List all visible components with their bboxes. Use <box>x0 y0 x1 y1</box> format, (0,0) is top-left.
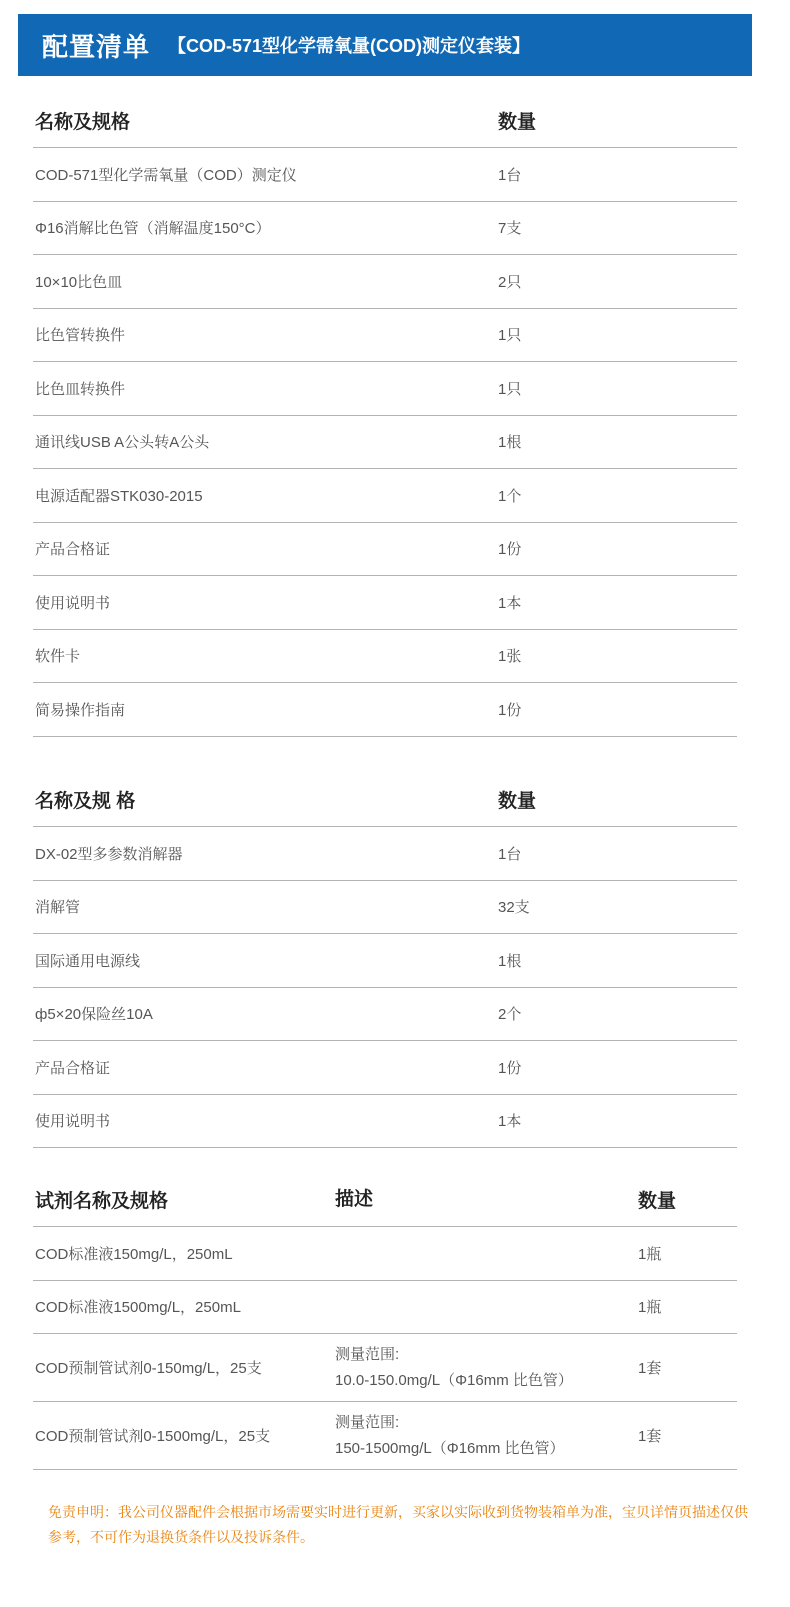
item-name: 产品合格证 <box>35 1059 111 1077</box>
table-row <box>33 934 737 988</box>
reagent-name: COD预制管试剂0-1500mg/L，25支 <box>35 1428 271 1445</box>
column-header-qty: 数量 <box>638 1191 677 1212</box>
table-row <box>33 416 737 470</box>
item-qty: 1本 <box>498 1113 522 1131</box>
reagent-name: COD预制管试剂0-150mg/L，25支 <box>35 1360 262 1377</box>
item-qty: 1本 <box>498 594 522 612</box>
page-subtitle: 【COD-571型化学需氧量(COD)测定仪套装】 <box>168 36 531 56</box>
item-qty: 1份 <box>498 541 522 559</box>
page-header <box>18 14 752 76</box>
item-name: 消解管 <box>35 899 81 917</box>
table-row <box>33 1402 737 1470</box>
item-name: 软件卡 <box>35 648 81 666</box>
reagent-qty: 1瓶 <box>638 1245 662 1263</box>
item-qty: 7支 <box>498 220 522 238</box>
table-header-row <box>33 773 737 827</box>
reagent-desc <box>335 1402 565 1469</box>
item-name: 使用说明书 <box>35 1113 111 1131</box>
item-qty: 1个 <box>498 487 522 505</box>
item-name: 10×10比色皿 <box>35 273 123 291</box>
column-header-name: 名称及规格 <box>35 112 131 133</box>
table-row <box>33 202 737 256</box>
column-header-name: 试剂名称及规格 <box>35 1191 169 1212</box>
table-row <box>33 576 737 630</box>
item-name: 产品合格证 <box>35 541 111 559</box>
desc-label: 测量范围: <box>335 1413 400 1431</box>
item-qty: 1根 <box>498 434 522 452</box>
column-header-qty: 数量 <box>498 112 537 133</box>
table-row <box>33 827 737 881</box>
reagent-qty: 1套 <box>638 1360 662 1377</box>
item-name: 简易操作指南 <box>35 701 126 719</box>
item-name: COD-571型化学需氧量（COD）测定仪 <box>35 166 297 184</box>
column-header-desc: 描述 <box>335 1188 374 1210</box>
item-name: 使用说明书 <box>35 594 111 612</box>
table-row <box>33 1041 737 1095</box>
item-qty: 1根 <box>498 952 522 970</box>
column-header-name: 名称及规 格 <box>35 791 136 812</box>
instrument-table <box>33 94 737 737</box>
page-title: 配置清单 <box>42 31 151 62</box>
item-name: 比色皿转换件 <box>35 380 126 398</box>
table-row <box>33 523 737 577</box>
desc-range: 10.0-150.0mg/L（Φ16mm 比色管） <box>335 1371 573 1389</box>
table-header-row <box>33 1173 737 1227</box>
item-name: 通讯线USB A公头转A公头 <box>35 434 210 452</box>
table-row <box>33 683 737 737</box>
item-name: 比色管转换件 <box>35 327 126 345</box>
reagent-table <box>33 1173 737 1470</box>
column-header-qty: 数量 <box>498 791 537 812</box>
reagent-name: COD标准液1500mg/L，250mL <box>35 1299 241 1317</box>
table-row <box>33 881 737 935</box>
table-row <box>33 1281 737 1335</box>
table-row <box>33 469 737 523</box>
item-qty: 32支 <box>498 899 530 917</box>
table-row <box>33 148 737 202</box>
item-name: Φ16消解比色管（消解温度150°C） <box>35 220 271 238</box>
item-qty: 1张 <box>498 648 522 666</box>
table-row <box>33 630 737 684</box>
table-row <box>33 309 737 363</box>
table-row <box>33 1334 737 1402</box>
item-name: 国际通用电源线 <box>35 952 141 970</box>
reagent-desc <box>335 1334 573 1401</box>
item-name: 电源适配器STK030-2015 <box>35 487 203 505</box>
item-qty: 1只 <box>498 327 522 345</box>
table-row <box>33 255 737 309</box>
reagent-name: COD标准液150mg/L，250mL <box>35 1245 233 1263</box>
item-name: ф5×20保险丝10A <box>35 1006 153 1024</box>
desc-range: 150-1500mg/L（Φ16mm 比色管） <box>335 1439 565 1457</box>
item-qty: 2只 <box>498 273 522 291</box>
table-row <box>33 362 737 416</box>
item-qty: 1份 <box>498 701 522 719</box>
digester-table <box>33 773 737 1148</box>
item-qty: 1份 <box>498 1059 522 1077</box>
table-header-row <box>33 94 737 148</box>
item-qty: 1只 <box>498 380 522 398</box>
item-name: DX-02型多参数消解器 <box>35 845 183 863</box>
item-qty: 1台 <box>498 845 522 863</box>
reagent-qty: 1瓶 <box>638 1299 662 1317</box>
item-qty: 1台 <box>498 166 522 184</box>
desc-label: 测量范围: <box>335 1345 400 1363</box>
disclaimer-text: 免责申明：我公司仪器配件会根据市场需要实时进行更新，买家以实际收到货物装箱单为准，宝贝详情页描述仅供参考，不可作为退换货条件以及投诉条件。 <box>48 1504 748 1545</box>
table-row <box>33 988 737 1042</box>
table-row <box>33 1227 737 1281</box>
table-row <box>33 1095 737 1149</box>
reagent-qty: 1套 <box>638 1428 662 1445</box>
item-qty: 2个 <box>498 1006 522 1024</box>
